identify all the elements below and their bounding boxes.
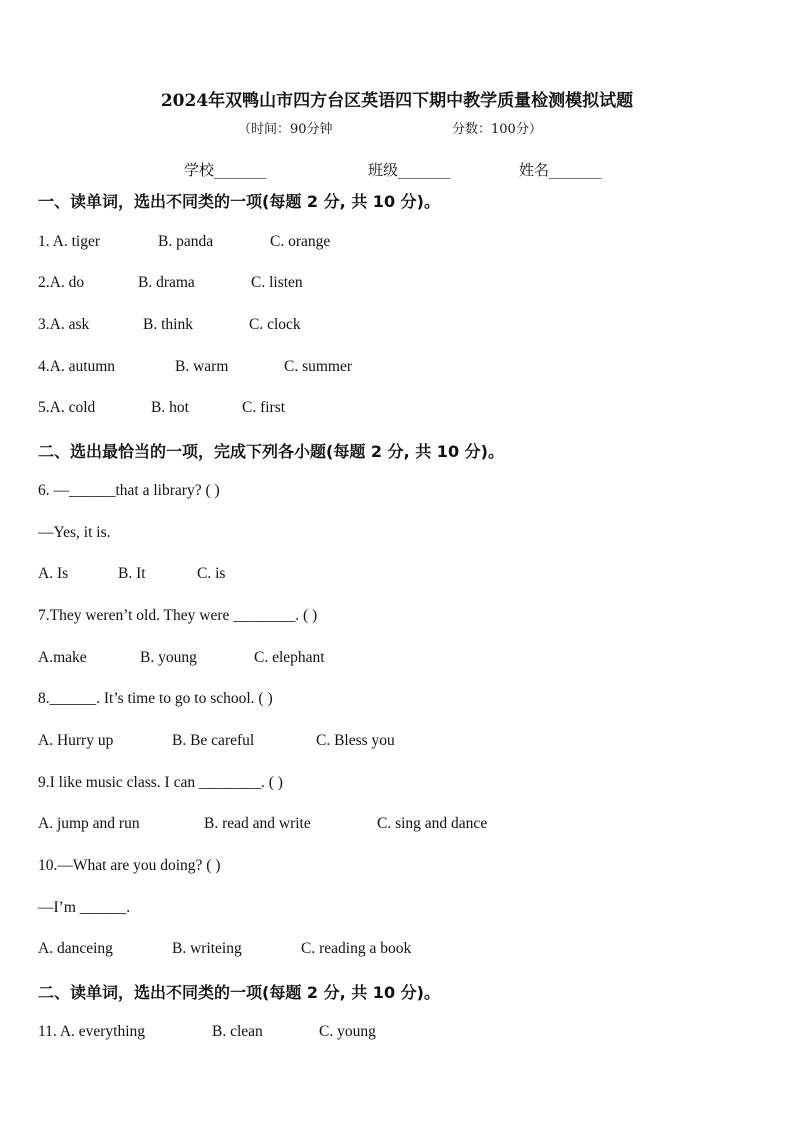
q7-option-b: B. young [140, 649, 197, 666]
q11-option-b: B. clean [212, 1023, 263, 1040]
name-field[interactable]: 姓名_______ [519, 161, 602, 179]
q4-option-c: C. summer [284, 358, 353, 375]
q6-option-a: A. Is [38, 565, 69, 582]
q6-option-b: B. It [118, 565, 146, 582]
q7-option-c: C. elephant [254, 649, 325, 666]
q8-option-b: B. Be careful [172, 732, 255, 749]
q4-option-b: B. warm [175, 358, 229, 375]
q1-option-b: B. panda [158, 233, 214, 250]
school-field[interactable]: 学校_______ [184, 161, 267, 179]
q11-option-c: C. young [319, 1023, 376, 1040]
q2-option-b: B. drama [138, 274, 195, 291]
question-6-reply: —Yes, it is. [38, 524, 111, 541]
q9-option-a: A. jump and run [38, 815, 140, 832]
section-2-heading: 二、选出最恰当的一项，完成下列各小题(每题 2 分, 共 10 分)。 [38, 442, 504, 461]
total-score: 分数：100分） [452, 122, 542, 137]
q9-option-b: B. read and write [204, 815, 311, 832]
class-field[interactable]: 班级_______ [368, 161, 451, 179]
exam-title: 2024年双鸭山市四方台区英语四下期中教学质量检测模拟试题 [160, 91, 634, 111]
q5-option-b: B. hot [151, 399, 189, 416]
q2-option-c: C. listen [251, 274, 303, 291]
section-3-heading: 二、读单词，选出不同类的一项(每题 2 分, 共 10 分)。 [38, 983, 440, 1002]
q7-option-a: A.make [38, 649, 87, 666]
q3-option-b: B. think [143, 316, 193, 333]
q3-option-a: 3.A. ask [38, 316, 90, 333]
q8-option-c: C. Bless you [316, 732, 395, 749]
q5-option-c: C. first [242, 399, 286, 416]
question-8-stem: 8.______. It’s time to go to school. ( ) [38, 690, 273, 707]
question-9-stem: 9.I like music class. I can ________. ( ) [38, 774, 283, 791]
question-10-reply: —I’m ______. [38, 899, 131, 916]
q3-option-c: C. clock [249, 316, 301, 333]
q1-option-c: C. orange [270, 233, 331, 250]
question-10-stem: 10.—What are you doing? ( ) [38, 857, 221, 874]
q10-option-c: C. reading a book [301, 940, 412, 957]
question-6-stem: 6. —______that a library? ( ) [38, 482, 220, 499]
q4-option-a: 4.A. autumn [38, 358, 116, 375]
q9-option-c: C. sing and dance [377, 815, 488, 832]
time-limit: （时间：90分钟 [238, 122, 333, 137]
q6-option-c: C. is [197, 565, 226, 582]
section-1-heading: 一、读单词，选出不同类的一项(每题 2 分, 共 10 分)。 [38, 192, 440, 211]
question-7-stem: 7.They weren’t old. They were ________. ( ) [38, 607, 318, 624]
q10-option-b: B. writeing [172, 940, 242, 957]
q1-option-a: 1. A. tiger [38, 233, 100, 250]
q2-option-a: 2.A. do [38, 274, 85, 291]
q5-option-a: 5.A. cold [38, 399, 96, 416]
q10-option-a: A. danceing [38, 940, 113, 957]
q8-option-a: A. Hurry up [38, 732, 114, 749]
q11-option-a: 11. A. everything [38, 1023, 146, 1040]
